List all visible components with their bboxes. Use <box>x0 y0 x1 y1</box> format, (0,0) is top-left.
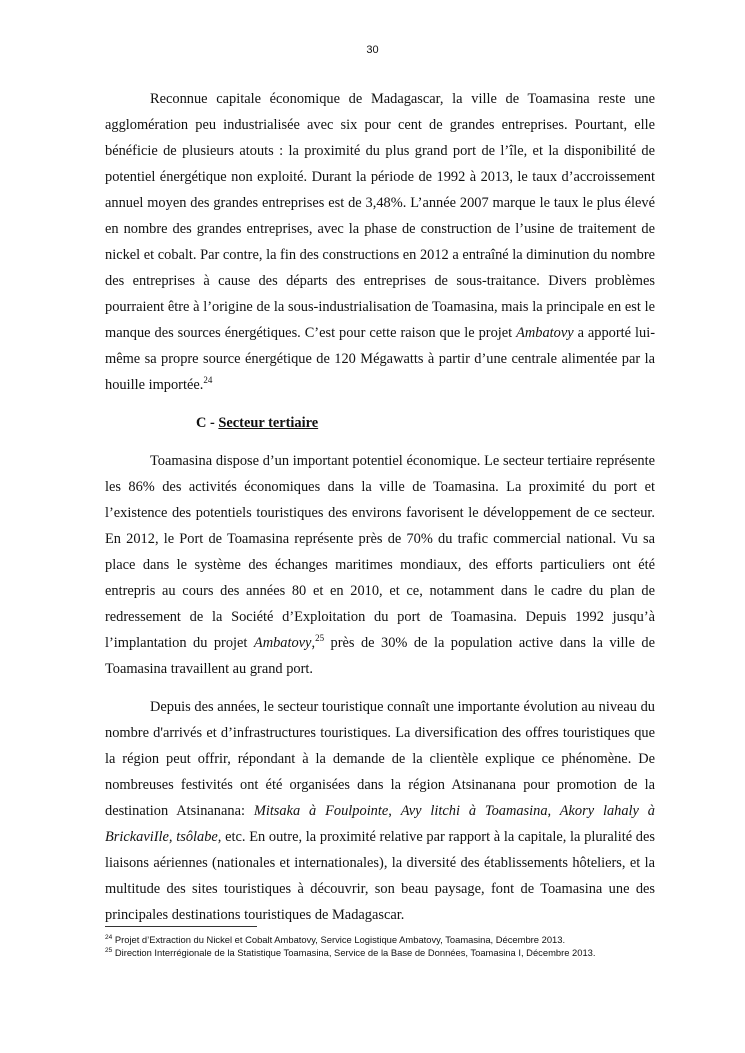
footnote-ref-25: 25 <box>315 633 325 644</box>
italic-festival-1: Mitsaka à Foulpointe <box>253 803 389 819</box>
footnote-number: 25 <box>105 946 113 954</box>
footnotes <box>105 933 665 959</box>
footnote-text: Direction Interrégionale de la Statistique Toamasina, Service de la Base de Données, Toamasina I, Décembre 2013. <box>112 947 596 958</box>
italic-project-name: Ambatovy <box>253 635 312 651</box>
section-heading <box>105 410 655 436</box>
footnote-ref-24: 24 <box>203 375 213 386</box>
paragraph-text: Depuis des années, le secteur touristique connaît une importante évolution au niveau du nombre d'arrivés et d’infrastructures touristiques. La diversification des offres touristiques que la région peut offrir, répondant à la demande de la clientèle explique ce phénomène. De nombreuses festivités ont été organisées dans la région Atsinanana pour promotion de la destination Atsinanana: <box>105 699 655 819</box>
paragraph-text: Toamasina dispose d’un important potentiel économique. Le secteur tertiaire représente les 86% des activités économiques dans la ville de Toamasina. La proximité du port et l’existence des potentiels touristiques des environs favorisent le développement de ce secteur. En 2012, le Port de Toamasina représente près de 70% du trafic commercial national. Vu sa place dans le système des échanges maritimes mondiaux, des efforts particuliers ont été entrepris au cours des années 80 et en 2010, et ce, notamment dans le cadre du plan de redressement de la Société d’Exploitation du port de Toamasina. Depuis 1992 jusqu’à l’implantation du projet <box>105 453 655 651</box>
paragraph-industry <box>105 86 655 398</box>
paragraph-tertiary <box>105 448 655 682</box>
comma: , <box>311 635 316 651</box>
paragraph-text-continued: près de 30% de la population active dans la ville de Toamasina travaillent au grand port. <box>105 635 655 677</box>
italic-festival-2: Avy litchi à Toamasina, Akory lahaly à BrickaviIle, tsôlabe, <box>105 803 655 845</box>
paragraph-text-continued: a apporté lui-même sa propre source énergétique de 120 Mégawatts à partir d’une centrale alimentée par la houille importée. <box>105 325 655 393</box>
paragraph-text: Reconnue capitale économique de Madagascar, la ville de Toamasina reste une agglomération peu industrialisée avec six pour cent de grandes entreprises. Pourtant, elle bénéficie de plusieurs atouts : la proximité du plus grand port de l’île, et la disponibilité de potentiel énergétique non exploité. Durant la période de 1992 à 2013, le taux d’accroissement annuel moyen des grandes entreprises est de 3,48%. L’année 2007 marque le taux le plus élevé en nombre des grandes entreprises, avec la phase de construction de l’usine de traitement de nickel et cobalt. Par contre, la fin des constructions en 2012 a entraîné la diminution du nombre des entreprises à cause des départs des entreprises de sous-traitance. Divers problèmes pourraient être à l’origine de la sous-industrialisation de Toamasina, mais la principale en est le manque des sources énergétiques. C’est pour cette raison que le projet <box>105 91 655 341</box>
footnote-24 <box>105 933 665 946</box>
body-text <box>105 86 655 940</box>
heading-prefix: C - <box>196 415 219 431</box>
separator: , <box>388 803 401 819</box>
page-number: 30 <box>366 44 379 56</box>
footnote-text: Projet d’Extraction du Nickel et Cobalt Ambatovy, Service Logistique Ambatovy, Toamasina, Décembre 2013. <box>112 934 566 945</box>
footnote-number: 24 <box>105 933 113 941</box>
footnote-25 <box>105 946 665 959</box>
paragraph-tourism <box>105 694 655 928</box>
footnote-separator <box>105 926 257 927</box>
heading-title: Secteur tertiaire <box>218 415 319 431</box>
paragraph-text-continued: etc. En outre, la proximité relative par rapport à la capitale, la pluralité des liaisons aériennes (nationales et internationales), la diversité des établissements hôteliers, et la multitude des sites touristiques à découvrir, son beau paysage, font de Toamasina une des principales destinations touristiques de Madagascar. <box>105 829 655 923</box>
italic-project-name: Ambatovy <box>516 325 574 341</box>
